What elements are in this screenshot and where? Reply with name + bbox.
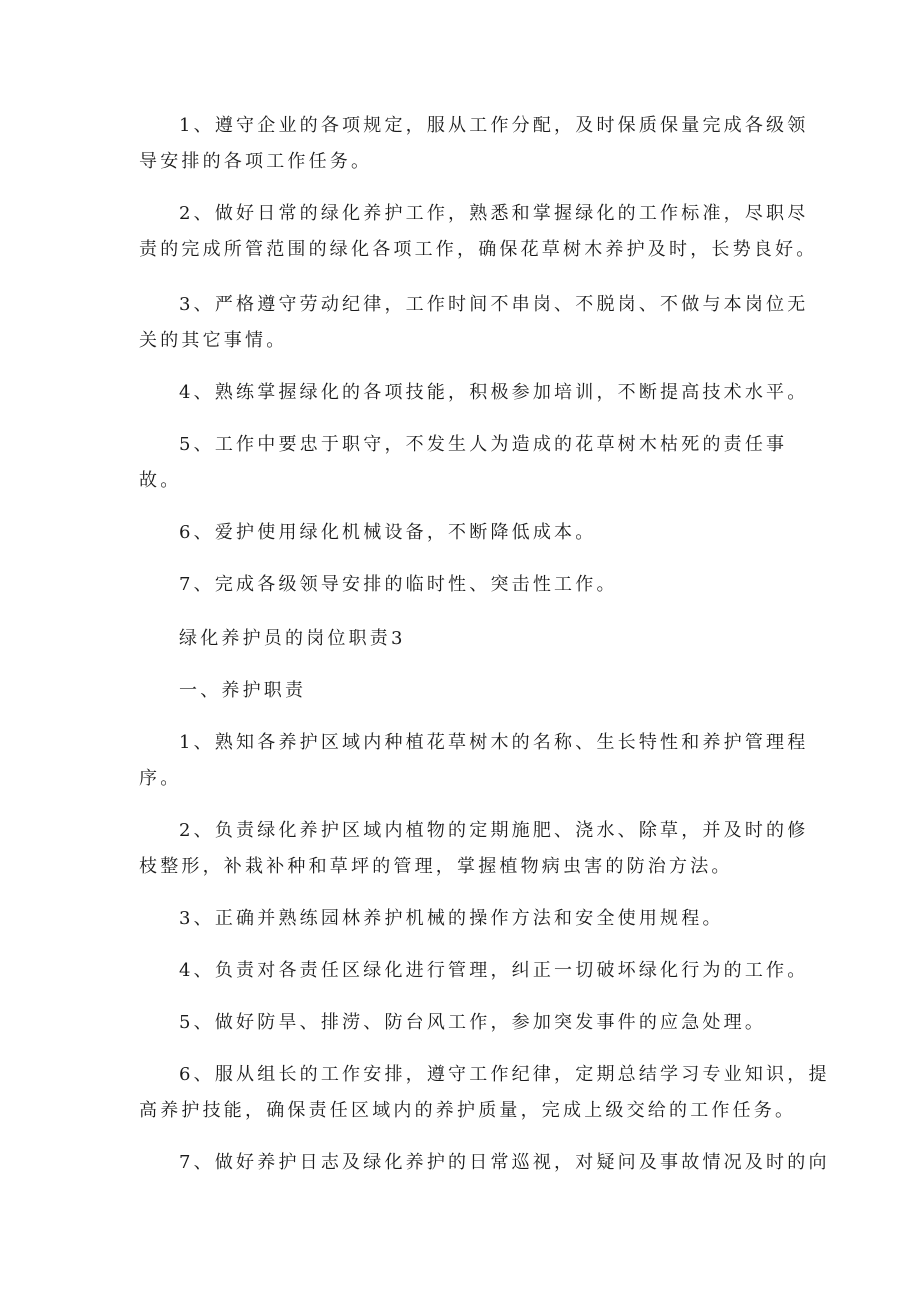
duty-7-line-1: 7、做好养护日志及绿化养护的日常巡视，对疑问及事故情况及时的向 — [179, 1152, 830, 1173]
item-4-line-1: 4、熟练掌握绿化的各项技能，积极参加培训，不断提高技术水平。 — [179, 382, 809, 403]
duty-6-line-1: 6、服从组长的工作安排，遵守工作纪律，定期总结学习专业知识，提 — [179, 1064, 830, 1085]
duty-4-line-1: 4、负责对各责任区绿化进行管理，纠正一切破坏绿化行为的工作。 — [179, 960, 809, 981]
duty-2-line-1: 2、负责绿化养护区域内植物的定期施肥、浇水、除草，并及时的修 — [179, 820, 809, 841]
duty-1-line-1: 1、熟知各养护区域内种植花草树木的名称、生长特性和养护管理程 — [179, 732, 809, 753]
item-1-line-1: 1、遵守企业的各项规定，服从工作分配，及时保质保量完成各级领 — [179, 115, 809, 136]
item-2-line-2: 责的完成所管范围的绿化各项工作，确保花草树木养护及时，长势良好。 — [139, 239, 818, 260]
duty-3-line-1: 3、正确并熟练园林养护机械的操作方法和安全使用规程。 — [179, 908, 724, 929]
item-5-line-1: 5、工作中要忠于职守，不发生人为造成的花草树木枯死的责任事 — [179, 434, 788, 455]
item-7-line-1: 7、完成各级领导安排的临时性、突击性工作。 — [179, 574, 618, 595]
item-3-line-1: 3、严格遵守劳动纪律，工作时间不串岗、不脱岗、不做与本岗位无 — [179, 294, 809, 315]
item-6-line-1: 6、爱护使用绿化机械设备，不断降低成本。 — [179, 522, 597, 543]
item-5-line-2: 故。 — [139, 470, 182, 491]
item-3-line-2: 关的其它事情。 — [139, 330, 288, 351]
subsection-title: 一、养护职责 — [179, 680, 307, 701]
item-1-line-2: 导安排的各项工作任务。 — [139, 151, 373, 172]
item-2-line-1: 2、做好日常的绿化养护工作，熟悉和掌握绿化的工作标准，尽职尽 — [179, 203, 809, 224]
duty-2-line-2: 枝整形，补栽补种和草坪的管理，掌握植物病虫害的防治方法。 — [139, 856, 733, 877]
duty-1-line-2: 序。 — [139, 768, 182, 789]
section-title: 绿化养护员的岗位职责3 — [179, 628, 406, 649]
duty-5-line-1: 5、做好防旱、排涝、防台风工作，参加突发事件的应急处理。 — [179, 1012, 767, 1033]
duty-6-line-2: 高养护技能，确保责任区域内的养护质量，完成上级交给的工作任务。 — [139, 1100, 797, 1121]
